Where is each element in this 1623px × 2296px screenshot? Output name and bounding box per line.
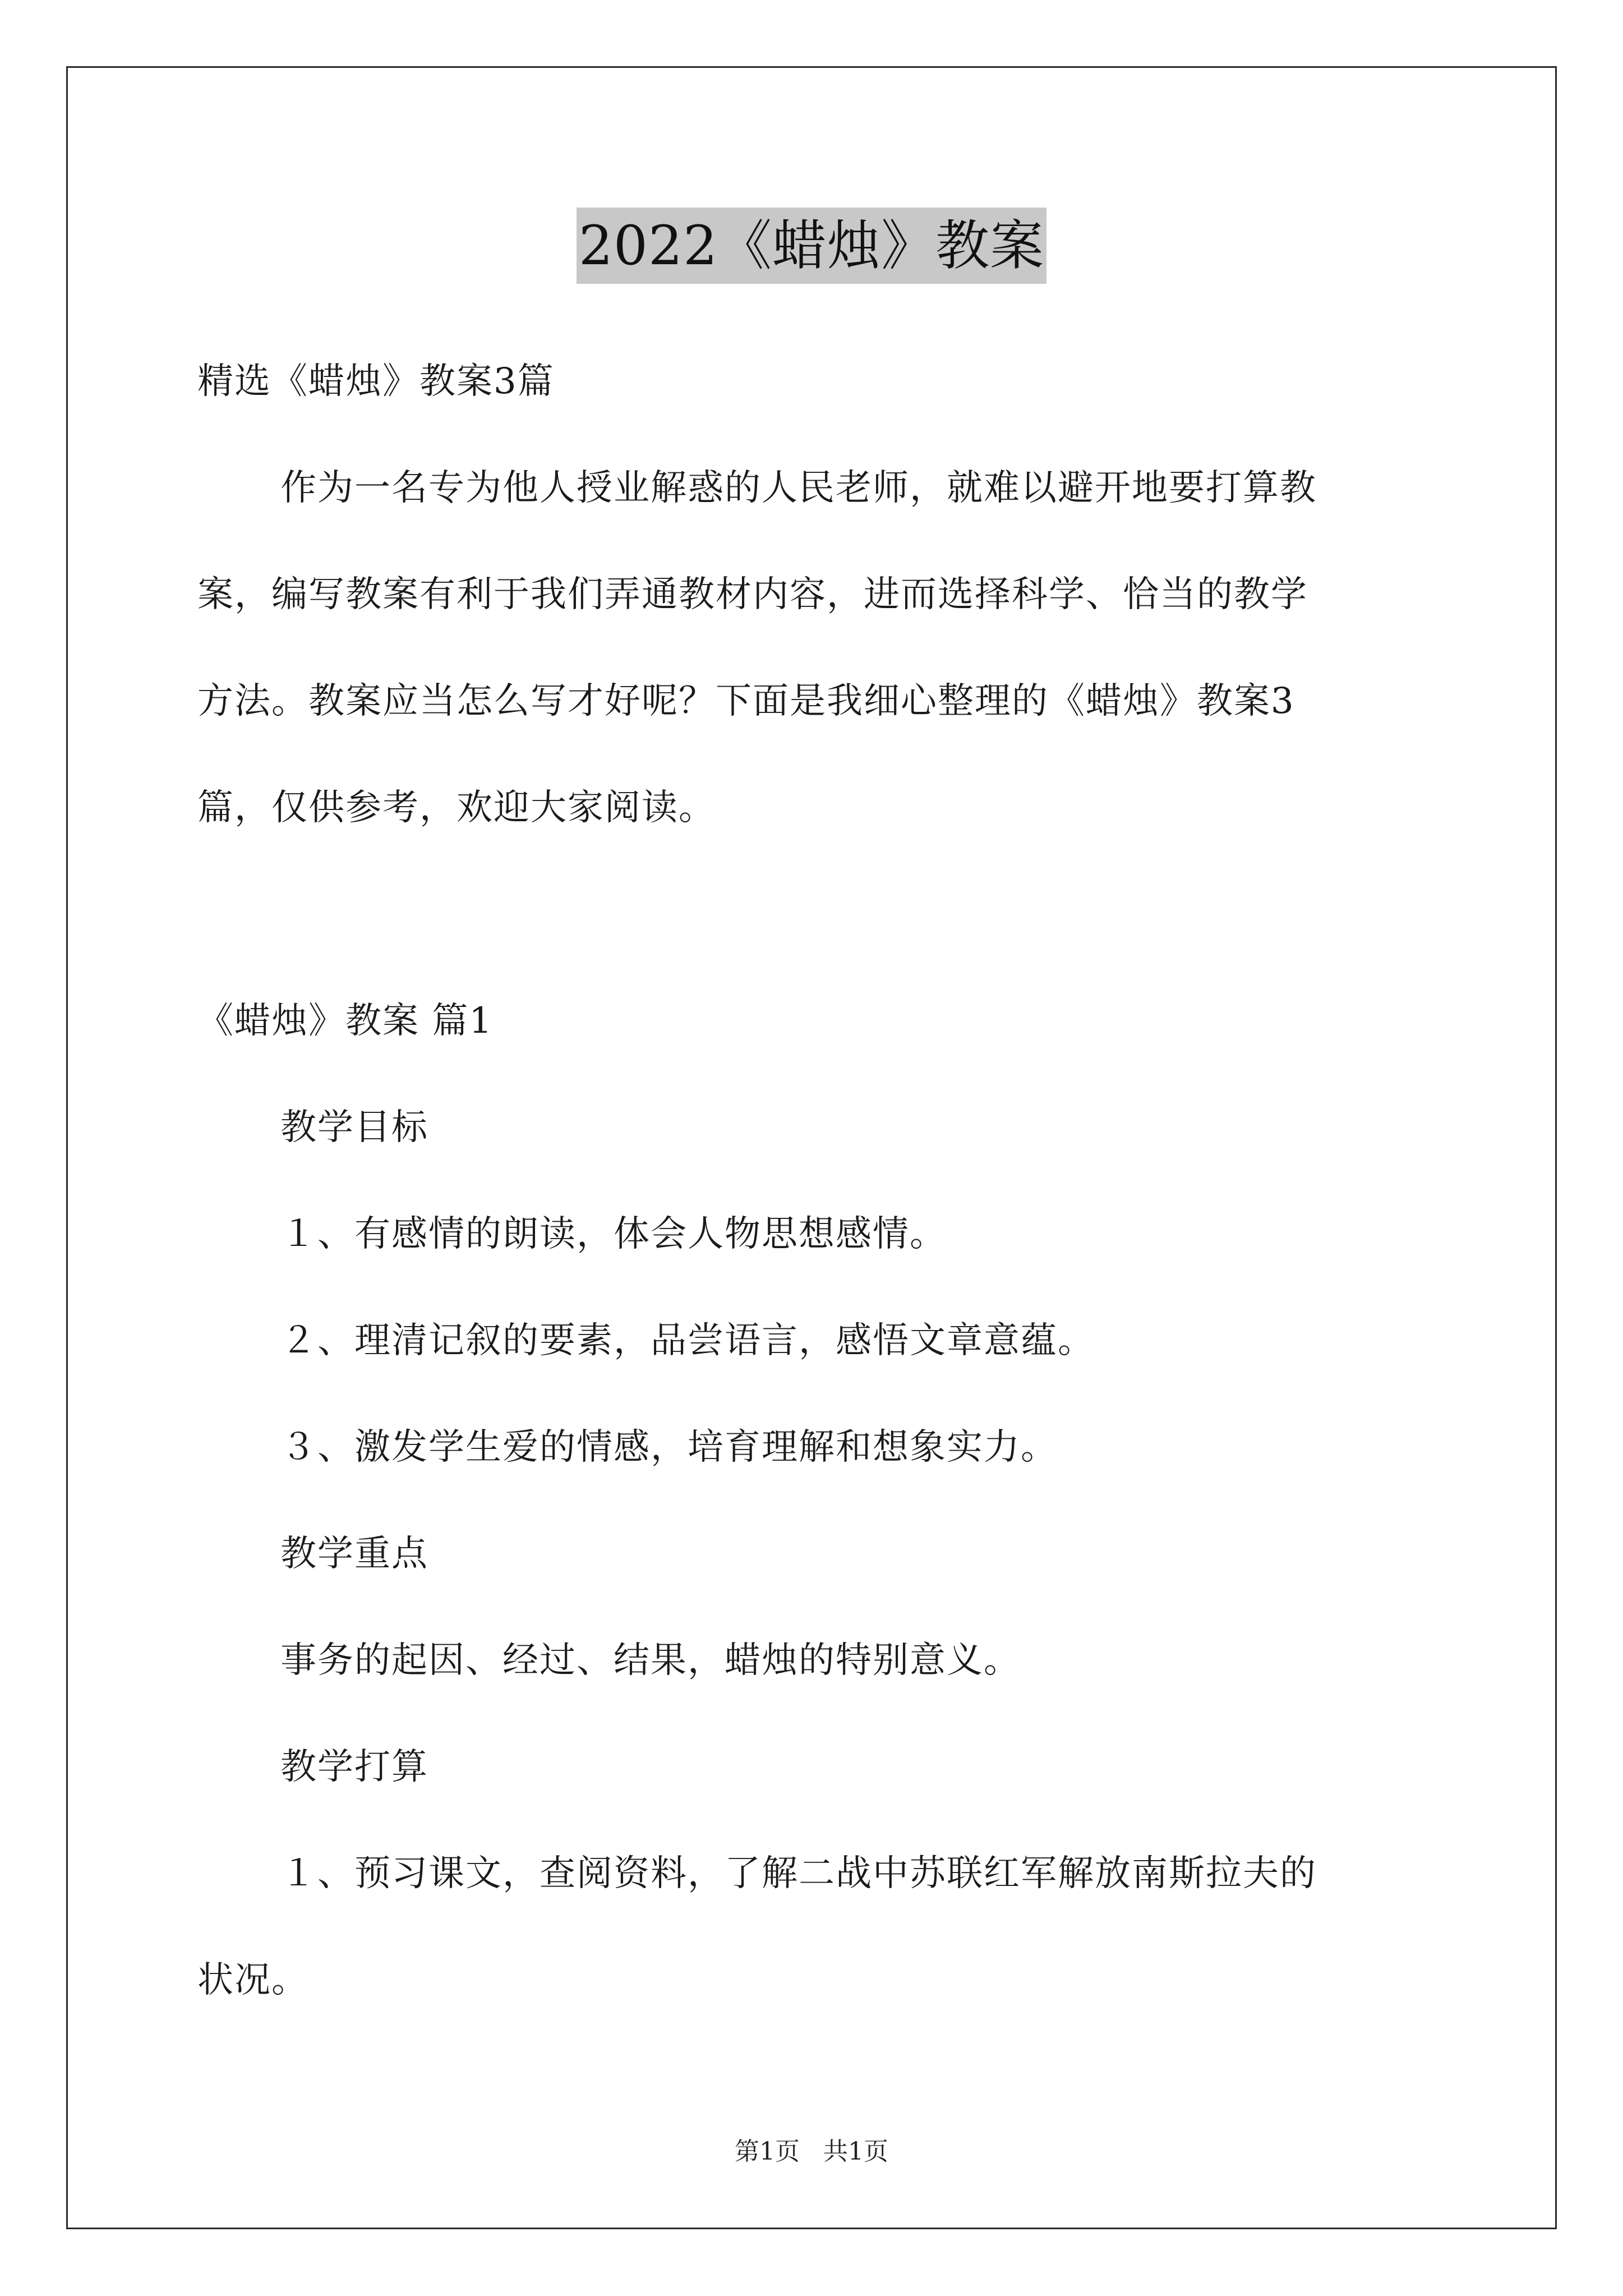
page-footer bbox=[0, 2136, 1623, 2168]
objective-item-1: １、有感情的朗读，体会人物思想感情。 bbox=[280, 1213, 947, 1255]
intro-line-1: 作为一名专为他人授业解惑的人民老师，就难以避开地要打算教 bbox=[280, 467, 1317, 509]
intro-line-4: 篇，仅供参考，欢迎大家阅读。 bbox=[197, 787, 716, 829]
intro-line-3: 方法。教案应当怎么写才好呢？下面是我细心整理的《蜡烛》教案3 bbox=[197, 680, 1295, 722]
title-wrap bbox=[0, 208, 1623, 284]
section-heading: 《蜡烛》教案 篇1 bbox=[197, 1000, 494, 1042]
document-subtitle: 精选《蜡烛》教案3篇 bbox=[197, 361, 555, 402]
prep-line-1: １、预习课文，查阅资料，了解二战中苏联红军解放南斯拉夫的 bbox=[280, 1853, 1317, 1894]
intro-line-2: 案，编写教案有利于我们弄通教材内容，进而选择科学、恰当的教学 bbox=[197, 574, 1308, 615]
prep-line-2: 状况。 bbox=[197, 1959, 308, 2001]
focus-heading: 教学重点 bbox=[280, 1533, 428, 1575]
page-number: 第1页 bbox=[735, 2137, 800, 2166]
focus-text: 事务的起因、经过、结果，蜡烛的特别意义。 bbox=[280, 1640, 1021, 1681]
page-total: 共1页 bbox=[823, 2137, 888, 2166]
objective-item-3: ３、激发学生爱的情感，培育理解和想象实力。 bbox=[280, 1427, 1058, 1468]
objective-item-2: ２、理清记叙的要素，品尝语言，感悟文章意蕴。 bbox=[280, 1320, 1095, 1361]
objectives-heading: 教学目标 bbox=[280, 1107, 428, 1148]
document-title: 2022《蜡烛》教案 bbox=[577, 208, 1046, 284]
prep-heading: 教学打算 bbox=[280, 1746, 428, 1788]
